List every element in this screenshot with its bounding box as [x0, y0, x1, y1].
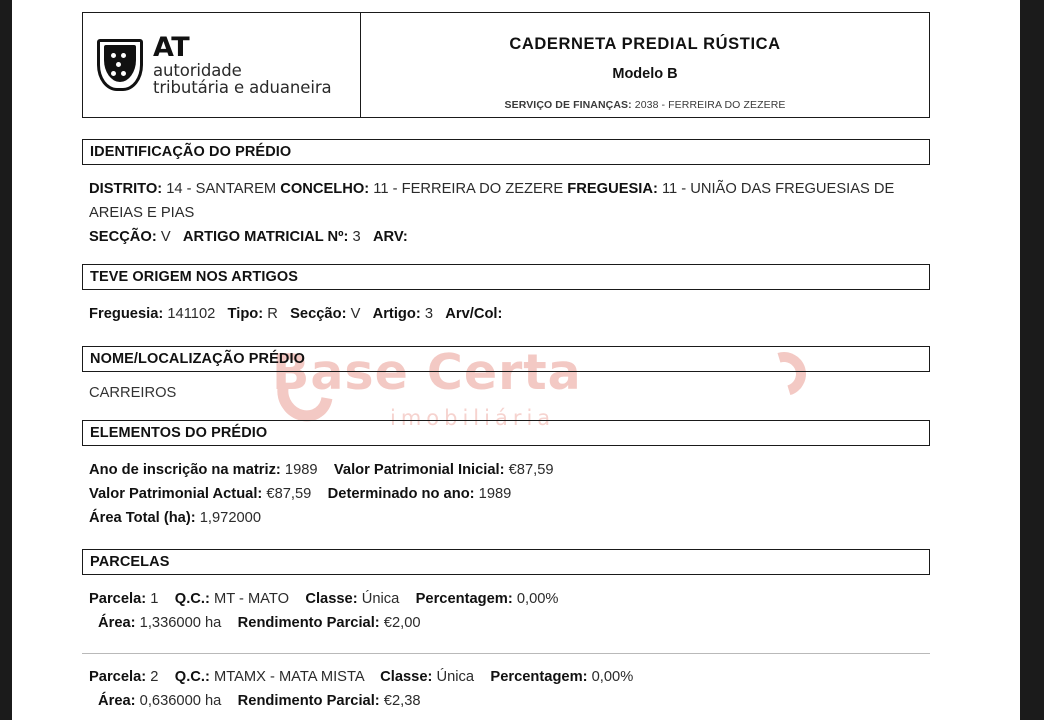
label-rendimento: Rendimento Parcial:: [237, 693, 380, 710]
elementos-fields: [82, 459, 930, 530]
row-distrito-concelho-freguesia: [82, 178, 930, 226]
parcela-area-row: [82, 690, 930, 714]
value-seccao: V: [160, 228, 171, 245]
parcela-divider: [82, 653, 930, 654]
parcela-area-row: [82, 612, 930, 636]
value-freguesia: 11 - UNIÃO DAS FREGUESIAS DE AREIAS E PIAS: [89, 181, 895, 221]
value-origem-artigo: 3: [424, 306, 434, 323]
viewer-left-margin: [0, 0, 12, 720]
document-page: [12, 0, 1020, 720]
label-concelho: CONCELHO:: [280, 181, 370, 197]
value-parcela-numero: 2: [150, 669, 159, 686]
label-freguesia: FREGUESIA:: [567, 181, 658, 197]
label-distrito: DISTRITO:: [89, 181, 163, 197]
value-qc: MTAMX - MATA MISTA: [213, 669, 364, 686]
origem-fields: [82, 303, 930, 327]
row-ano-vpinicial: [82, 459, 930, 483]
section-nome-localizacao: NOME/LOCALIZAÇÃO PRÉDIO: [82, 346, 930, 372]
agency-logo-block: [83, 13, 361, 117]
value-qc: MT - MATO: [213, 590, 290, 607]
at-shield-logo-icon: [97, 39, 143, 91]
value-area-total: 1,972000: [199, 509, 261, 526]
label-vp-inicial: Valor Patrimonial Inicial:: [333, 462, 505, 479]
value-vp-actual: €87,59: [266, 486, 312, 503]
value-classe: Única: [436, 669, 475, 686]
label-parcela: Parcela:: [89, 669, 147, 686]
logo-line-2: autoridade: [153, 60, 242, 80]
section-parcelas: PARCELAS: [82, 549, 930, 575]
label-seccao: SECÇÃO:: [89, 228, 157, 245]
watermark-text: Base Certa: [272, 344, 582, 401]
label-ano-inscricao: Ano de inscrição na matriz:: [89, 462, 281, 479]
value-classe: Única: [361, 590, 400, 607]
localizacao-fields: [82, 385, 930, 401]
service-office-label: SERVIÇO DE FINANÇAS:: [504, 99, 632, 111]
value-concelho: 11 - FERREIRA DO ZEZERE: [373, 181, 564, 197]
label-classe: Classe:: [305, 590, 358, 607]
logo-brand: AT: [153, 31, 190, 63]
service-office-value: 2038 - FERREIRA DO ZEZERE: [634, 99, 786, 111]
label-qc: Q.C.:: [174, 669, 210, 686]
label-origem-tipo: Tipo:: [227, 306, 264, 323]
label-origem-arvcol: Arv/Col:: [445, 306, 503, 323]
label-qc: Q.C.:: [174, 590, 210, 607]
document-header: [82, 12, 930, 118]
parcela-1: [82, 588, 930, 636]
value-origem-freguesia: 141102: [167, 306, 216, 323]
parcela-header-row: [82, 666, 930, 690]
label-arv: ARV:: [372, 228, 408, 245]
identificacao-fields: [82, 178, 930, 249]
label-origem-freguesia: Freguesia:: [89, 306, 164, 323]
document-body: [82, 12, 930, 714]
value-determinado-ano: 1989: [478, 486, 512, 503]
section-elementos: ELEMENTOS DO PRÉDIO: [82, 420, 930, 446]
value-rendimento: €2,00: [383, 614, 421, 631]
label-vp-actual: Valor Patrimonial Actual:: [89, 486, 263, 503]
label-area: Área:: [98, 693, 136, 710]
label-rendimento: Rendimento Parcial:: [237, 614, 380, 631]
label-classe: Classe:: [380, 669, 433, 686]
label-parcela: Parcela:: [89, 590, 147, 607]
value-percentagem: 0,00%: [591, 669, 634, 686]
value-vp-inicial: €87,59: [508, 462, 554, 479]
parcela-2: [82, 666, 930, 714]
value-rendimento: €2,38: [383, 693, 421, 710]
row-vpactual-determinado: [82, 483, 930, 507]
label-origem-artigo: Artigo:: [372, 306, 421, 323]
section-identificacao: IDENTIFICAÇÃO DO PRÉDIO: [82, 139, 930, 165]
document-model: Modelo B: [612, 66, 678, 82]
label-origem-seccao: Secção:: [290, 306, 347, 323]
label-determinado-ano: Determinado no ano:: [327, 486, 475, 503]
viewer-right-margin: [1020, 0, 1044, 720]
parcela-header-row: [82, 588, 930, 612]
label-area-total: Área Total (ha):: [89, 509, 196, 526]
section-origem: TEVE ORIGEM NOS ARTIGOS: [82, 264, 930, 290]
value-area: 1,336000 ha: [139, 614, 222, 631]
row-area-total: [82, 507, 930, 531]
value-ano-inscricao: 1989: [284, 462, 318, 479]
value-parcela-numero: 1: [150, 590, 159, 607]
document-title: CADERNETA PREDIAL RÚSTICA: [509, 35, 781, 53]
label-artigo-matricial: ARTIGO MATRICIAL Nº:: [182, 228, 349, 245]
value-area: 0,636000 ha: [139, 693, 222, 710]
value-origem-tipo: R: [267, 306, 278, 323]
value-origem-seccao: V: [350, 306, 361, 323]
value-artigo-matricial: 3: [352, 228, 361, 245]
value-nome-localizacao: CARREIROS: [89, 385, 177, 402]
service-office-line: [361, 99, 929, 111]
watermark-subtitle: imobiliária: [390, 406, 556, 430]
row-seccao-artigo-arv: [82, 226, 930, 250]
logo-line-3: tributária e aduaneira: [153, 78, 332, 98]
label-percentagem: Percentagem:: [490, 669, 588, 686]
value-percentagem: 0,00%: [516, 590, 559, 607]
value-distrito: 14 - SANTAREM: [166, 181, 277, 197]
header-title-block: [361, 13, 929, 117]
label-area: Área:: [98, 614, 136, 631]
label-percentagem: Percentagem:: [415, 590, 513, 607]
row-origem: [82, 303, 930, 327]
